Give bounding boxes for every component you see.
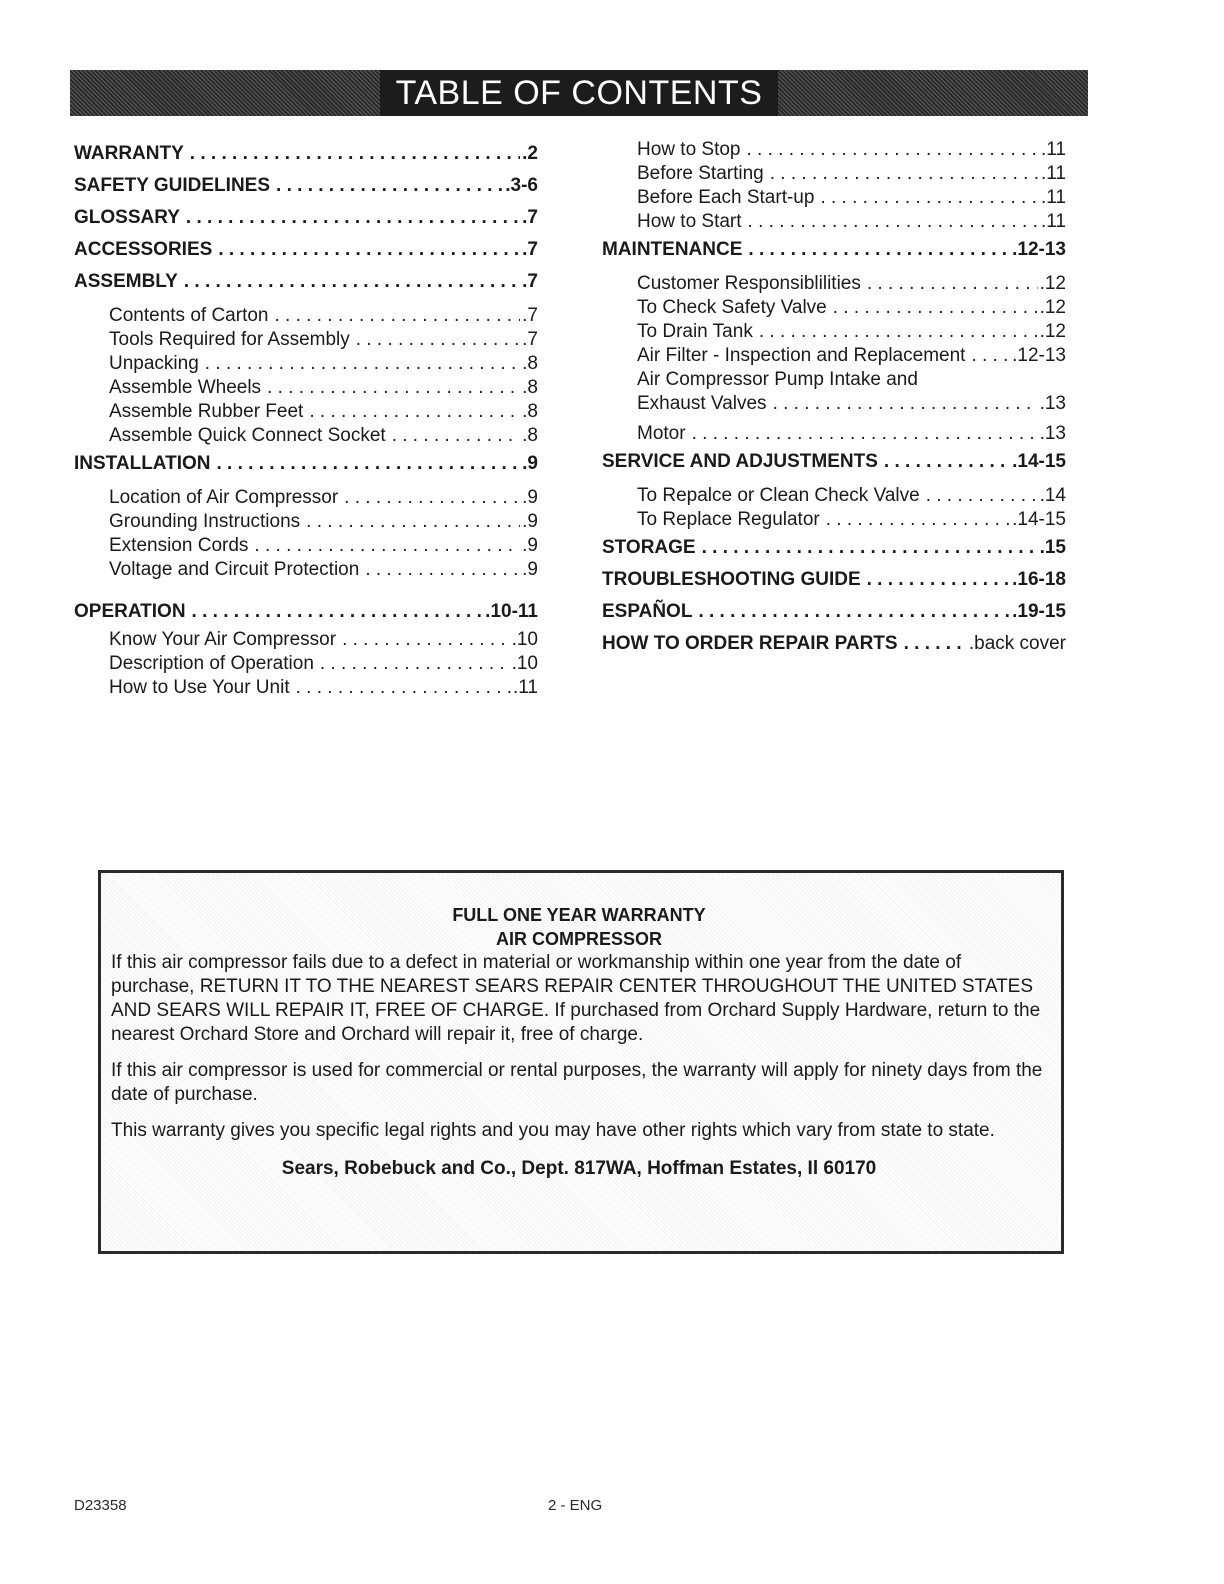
warranty-box [98, 870, 1064, 1254]
warranty-address: Sears, Robebuck and Co., Dept. 817WA, Hoffman Estates, Il 60170 [281, 1158, 877, 1179]
toc-subentry[interactable]: Location of Air Compressor . . . .9 [74, 486, 538, 510]
page-number: 2 - ENG [548, 1497, 603, 1514]
toc-subentry[interactable]: To Check Safety Valve . . . .12 [602, 296, 1066, 320]
toc-subentry[interactable]: Description of Operation . . . .10 [74, 652, 538, 676]
toc-subentry[interactable]: To Repalce or Clean Check Valve . . . .14 [602, 484, 1066, 508]
toc-subentry-text: Air Compressor Pump Intake and [637, 369, 918, 390]
toc-subentry[interactable]: Assemble Wheels . . . .8 [74, 376, 538, 400]
toc-entry-storage[interactable]: STORAGE . . . .15 [602, 532, 1066, 564]
toc-subentry[interactable]: Assemble Quick Connect Socket . . . .8 [74, 424, 538, 448]
warranty-heading: FULL ONE YEAR WARRANTY [452, 905, 706, 925]
toc-entry-operation[interactable]: OPERATION . . . .10-11 [74, 596, 538, 628]
toc-subentry[interactable]: Assemble Rubber Feet . . . .8 [74, 400, 538, 424]
toc-subentry[interactable]: To Drain Tank . . . .12 [602, 320, 1066, 344]
toc-subentry[interactable]: Contents of Carton . . . .7 [74, 304, 538, 328]
toc-entry-safety-guidelines[interactable]: SAFETY GUIDELINES . . . .3-6 [74, 170, 538, 202]
toc-subentry[interactable]: Tools Required for Assembly . . . .7 [74, 328, 538, 352]
warranty-content [111, 903, 1047, 1181]
toc-subentry[interactable]: Extension Cords . . . .9 [74, 534, 538, 558]
toc-subentry[interactable]: To Replace Regulator . . . .14-15 [602, 508, 1066, 532]
toc-subentry[interactable]: Customer Responsiblilities . . . .12 [602, 272, 1066, 296]
toc-subentry[interactable]: Exhaust Valves . . . .13 [602, 392, 1066, 416]
toc-subentry[interactable]: How to Use Your Unit . . . .11 [74, 676, 538, 700]
page-title: TABLE OF CONTENTS [380, 70, 779, 116]
toc-entry-troubleshooting[interactable]: TROUBLESHOOTING GUIDE . . . .16-18 [602, 564, 1066, 596]
title-banner [70, 70, 1088, 116]
toc-entry-espanol[interactable]: ESPAÑOL . . . .19-15 [602, 596, 1066, 628]
toc-left-column [74, 138, 538, 700]
toc-entry-installation[interactable]: INSTALLATION . . . .9 [74, 448, 538, 480]
toc-subentry[interactable]: Grounding Instructions . . . .9 [74, 510, 538, 534]
toc-entry-accessories[interactable]: ACCESSORIES . . . .7 [74, 234, 538, 266]
toc-subentry[interactable]: How to Stop . . . .11 [602, 138, 1066, 162]
toc-subentry[interactable]: Before Each Start-up . . . .11 [602, 186, 1066, 210]
document-number: D23358 [74, 1497, 127, 1514]
warranty-paragraph: If this air compressor is used for commercial or rental purposes, the warranty will apply for ninety days from the date of purchase. [111, 1060, 1043, 1105]
toc-entry-warranty[interactable]: WARRANTY . . . .2 [74, 138, 538, 170]
toc-subentry[interactable]: How to Start . . . .11 [602, 210, 1066, 234]
toc-subentry[interactable]: Unpacking . . . .8 [74, 352, 538, 376]
toc-entry-glossary[interactable]: GLOSSARY . . . .7 [74, 202, 538, 234]
warranty-subheading: AIR COMPRESSOR [495, 929, 663, 949]
toc-subentry[interactable]: Motor . . . .13 [602, 422, 1066, 446]
toc-subentry[interactable]: Air Filter - Inspection and Replacement . . . .12-13 [602, 344, 1066, 368]
warranty-paragraph: If this air compressor fails due to a defect in material or workmanship within one year from the date of purchase, RETURN IT TO THE NEAREST SEARS REPAIR CENTER THROUGHOUT THE UNITED STATES AND SEARS WILL REPAIR IT, FREE OF CHARGE. If purchased from Orchard Supply Hardware, return to the nearest Orchard Store and Orchard will repair it, free of charge. [111, 952, 1041, 1045]
toc-subentry[interactable]: Know Your Air Compressor . . . .10 [74, 628, 538, 652]
warranty-paragraph: This warranty gives you specific legal rights and you may have other rights which vary from state to state. [111, 1120, 995, 1141]
toc-entry-maintenance[interactable]: MAINTENANCE . . . .12-13 [602, 234, 1066, 266]
toc-entry-service-adjustments[interactable]: SERVICE AND ADJUSTMENTS . . . .14-15 [602, 446, 1066, 478]
toc-entry-assembly[interactable]: ASSEMBLY . . . .7 [74, 266, 538, 298]
toc-right-column [602, 138, 1066, 660]
toc-subentry[interactable]: Before Starting . . . .11 [602, 162, 1066, 186]
toc-subentry[interactable]: Voltage and Circuit Protection . . . .9 [74, 558, 538, 582]
toc-entry-repair-parts[interactable]: HOW TO ORDER REPAIR PARTS . . . .back cover [602, 628, 1066, 660]
